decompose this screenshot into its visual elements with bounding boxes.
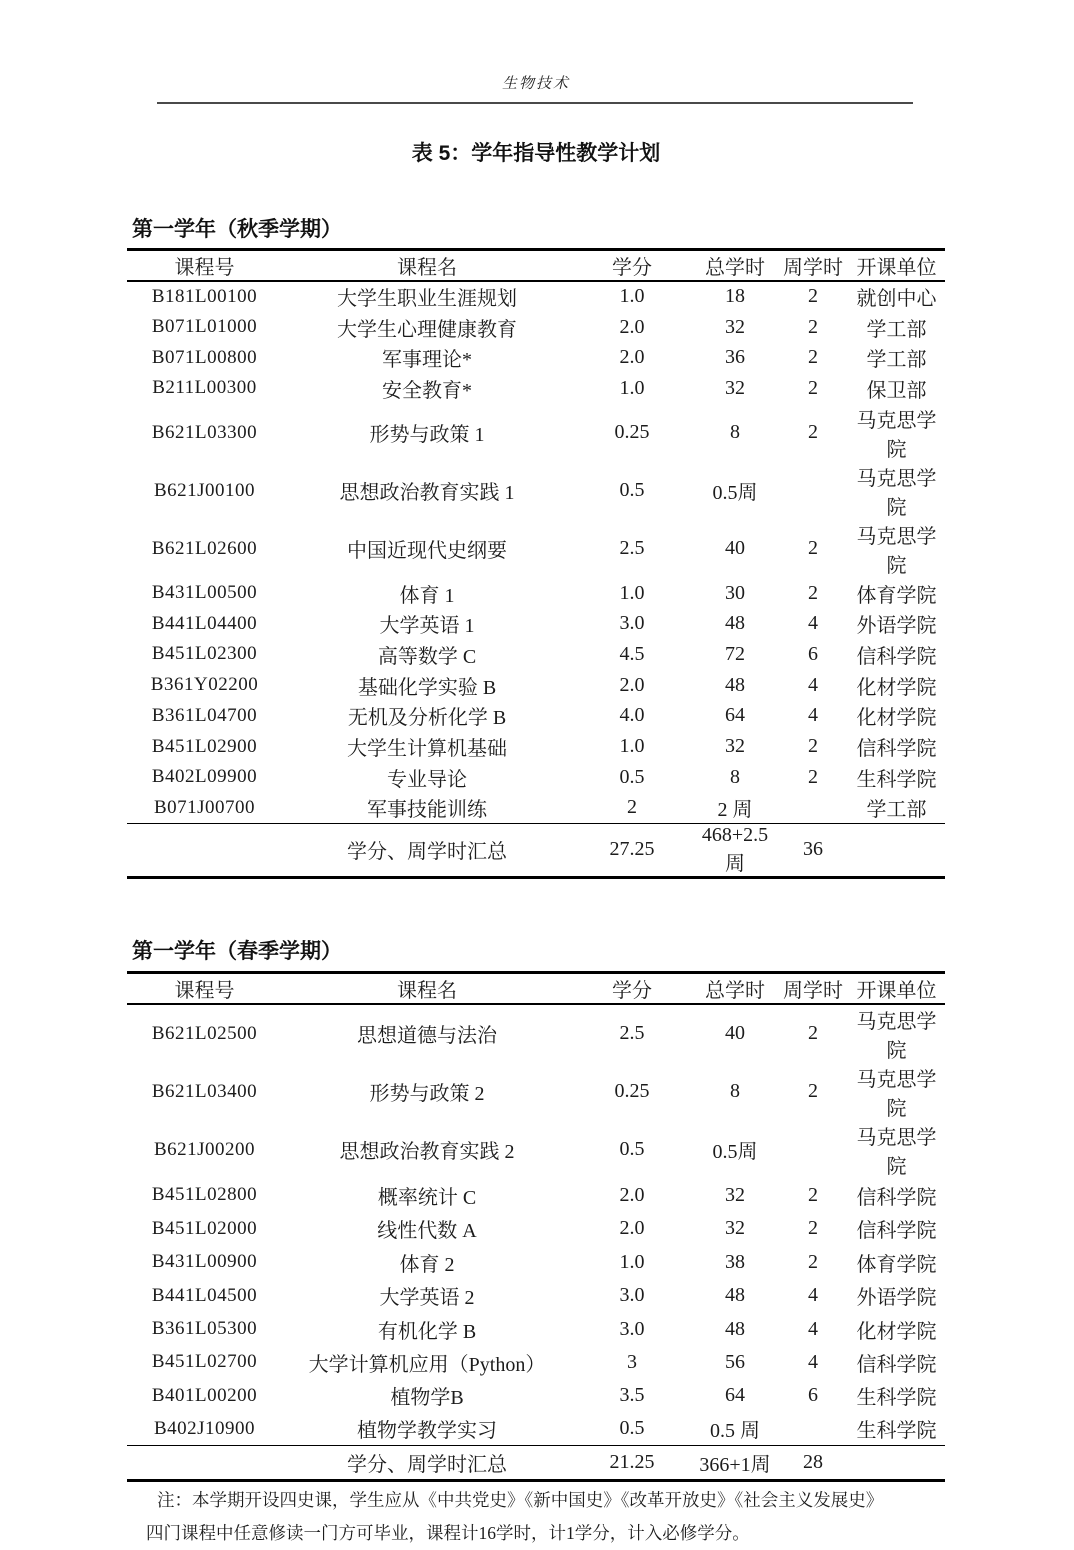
course-row xyxy=(127,312,945,343)
course-name-cell: 大学英语 2 xyxy=(379,1287,475,1310)
weekly-hours-cell: 2 xyxy=(808,346,818,369)
course-id-cell: B451L02300 xyxy=(151,643,258,665)
total-hours-cell: 40 xyxy=(725,537,745,560)
weekly-hours-cell: 2 xyxy=(808,1183,818,1206)
course-row xyxy=(127,1346,945,1379)
course-table-spring xyxy=(127,971,945,1483)
unit-cell: 学工部 xyxy=(866,799,927,822)
weekly-hours-cell: 2 xyxy=(808,285,818,308)
credits-cell: 4.0 xyxy=(619,704,645,727)
credits-cell: 2 xyxy=(627,796,637,819)
unit-cell: 外语学院 xyxy=(856,615,937,638)
weekly-hours-cell: 2 xyxy=(808,1217,818,1240)
course-row xyxy=(127,1312,945,1345)
course-row xyxy=(127,1279,945,1312)
footnote-line-2: 四门课程中任意修读一门方可毕业，课程计16学时，计1学分，计入必修学分。 xyxy=(146,1523,750,1544)
course-id-cell: B402L09900 xyxy=(151,766,258,788)
total-hours-cell: 8 xyxy=(730,1080,740,1103)
course-row xyxy=(127,462,945,520)
summary-unit-cell xyxy=(848,823,945,877)
weekly-hours-cell: 4 xyxy=(808,673,818,696)
unit-cell: 马克思学院 xyxy=(856,525,937,577)
total-hours-cell: 32 xyxy=(725,1217,745,1240)
section-heading-fall-semester: 第一学年（秋季学期） xyxy=(132,218,342,241)
total-hours-cell: 0.5周 xyxy=(712,1141,758,1164)
summary-row xyxy=(127,823,945,877)
course-row xyxy=(127,342,945,373)
course-name-cell: 专业导论 xyxy=(387,768,467,791)
column-header-course-id: 课程号 xyxy=(127,972,282,1004)
course-name-cell: 植物学教学实习 xyxy=(357,1420,497,1443)
unit-cell: 马克思学院 xyxy=(856,1126,937,1178)
course-name-cell: 线性代数 A xyxy=(377,1220,477,1243)
course-name-cell: 体育 2 xyxy=(399,1253,455,1276)
unit-cell: 体育学院 xyxy=(856,1253,937,1276)
credits-cell: 1.0 xyxy=(619,285,645,308)
summary-row xyxy=(127,1446,945,1481)
credits-cell: 3.0 xyxy=(619,1317,645,1340)
credits-cell: 3.0 xyxy=(619,1284,645,1307)
credits-cell: 2.0 xyxy=(619,346,645,369)
credits-cell: 2.0 xyxy=(619,673,645,696)
course-id-cell: B402J10900 xyxy=(153,1417,256,1439)
course-id-cell: B361L05300 xyxy=(151,1318,258,1339)
total-hours-cell: 40 xyxy=(725,1022,745,1045)
course-row xyxy=(127,1004,945,1063)
credits-cell: 0.5 xyxy=(619,765,645,788)
weekly-hours-cell: 6 xyxy=(808,642,818,665)
credits-cell: 0.5 xyxy=(619,1138,645,1161)
column-header-unit: 开课单位 xyxy=(848,250,945,282)
course-name-cell: 体育 1 xyxy=(399,584,455,607)
footnote-line-1: 注：本学期开设四史课，学生应从《中共党史》《新中国史》《改革开放史》《社会主义发展史》 xyxy=(157,1490,884,1511)
column-header-course-name: 课程名 xyxy=(282,972,572,1004)
course-name-cell: 大学生计算机基础 xyxy=(347,738,507,761)
unit-cell: 信科学院 xyxy=(856,1353,937,1376)
course-row xyxy=(127,670,945,701)
unit-cell: 生科学院 xyxy=(856,768,937,791)
course-name-cell: 植物学B xyxy=(390,1387,464,1410)
weekly-hours-cell: 4 xyxy=(808,612,818,635)
weekly-hours-cell: 4 xyxy=(808,1317,818,1340)
course-name-cell: 安全教育* xyxy=(382,379,472,402)
course-row xyxy=(127,1063,945,1121)
course-name-cell: 军事技能训练 xyxy=(367,799,487,822)
course-id-cell: B071J00700 xyxy=(153,796,256,818)
course-id-cell: B071L00800 xyxy=(151,346,258,368)
credits-cell: 1.0 xyxy=(619,1250,645,1273)
page-title: 表 5：学年指导性教学计划 xyxy=(411,142,661,165)
total-hours-cell: 48 xyxy=(725,673,745,696)
course-name-cell: 思想政治教育实践 2 xyxy=(339,1141,515,1164)
credits-cell: 2.0 xyxy=(619,1183,645,1206)
unit-cell: 信科学院 xyxy=(856,738,937,761)
course-row xyxy=(127,520,945,578)
unit-cell: 就创中心 xyxy=(856,288,937,311)
column-header-credits: 学分 xyxy=(572,972,692,1004)
course-id-cell: B361Y02200 xyxy=(150,674,259,696)
course-id-cell: B431L00500 xyxy=(151,582,258,604)
header-rule-divider xyxy=(157,102,913,104)
unit-cell: 生科学院 xyxy=(856,1420,937,1443)
course-id-cell: B211L00300 xyxy=(152,377,257,399)
unit-cell: 学工部 xyxy=(866,349,927,372)
course-id-cell: B621L02600 xyxy=(151,537,258,559)
course-id-cell: B431L00900 xyxy=(151,1251,258,1273)
credits-cell: 1.0 xyxy=(619,735,645,758)
unit-cell: 信科学院 xyxy=(856,1220,937,1243)
unit-cell: 信科学院 xyxy=(856,645,937,668)
total-hours-cell: 32 xyxy=(725,315,745,338)
summary-weekly-hours-cell: 28 xyxy=(778,1446,848,1481)
course-name-cell: 中国近现代史纲要 xyxy=(347,540,507,563)
unit-cell: 马克思学院 xyxy=(856,1068,937,1120)
weekly-hours-cell xyxy=(778,793,848,824)
unit-cell: 生科学院 xyxy=(856,1387,937,1410)
column-header-weekly-hours: 周学时 xyxy=(778,972,848,1004)
course-row xyxy=(127,404,945,462)
summary-credits-cell: 27.25 xyxy=(572,823,692,877)
weekly-hours-cell: 2 xyxy=(808,765,818,788)
course-row xyxy=(127,1379,945,1412)
course-name-cell: 思想政治教育实践 1 xyxy=(339,482,515,505)
total-hours-cell: 56 xyxy=(725,1350,745,1373)
summary-label-cell: 学分、周学时汇总 xyxy=(282,823,572,877)
credits-cell: 0.25 xyxy=(614,1080,650,1103)
summary-course-id-cell xyxy=(127,1446,282,1481)
weekly-hours-cell: 4 xyxy=(808,1350,818,1373)
weekly-hours-cell xyxy=(778,462,848,520)
course-id-cell: B441L04400 xyxy=(151,612,258,634)
course-name-cell: 形势与政策 1 xyxy=(369,424,485,447)
total-hours-cell: 36 xyxy=(725,346,745,369)
total-hours-cell: 64 xyxy=(725,704,745,727)
unit-cell: 马克思学院 xyxy=(856,467,937,519)
summary-unit-cell xyxy=(848,1446,945,1481)
total-hours-cell: 30 xyxy=(725,581,745,604)
running-header: 生物技术 xyxy=(501,74,570,92)
course-row xyxy=(127,1246,945,1279)
course-name-cell: 基础化学实验 B xyxy=(357,676,497,699)
course-row xyxy=(127,1212,945,1245)
course-name-cell: 军事理论* xyxy=(382,349,472,372)
course-id-cell: B451L02000 xyxy=(151,1217,258,1239)
course-name-cell: 大学生心理健康教育 xyxy=(337,318,517,341)
weekly-hours-cell: 2 xyxy=(808,421,818,444)
course-id-cell: B621L03400 xyxy=(151,1080,258,1102)
course-id-cell: B181L00100 xyxy=(151,285,258,307)
weekly-hours-cell: 2 xyxy=(808,1080,818,1103)
course-row xyxy=(127,731,945,762)
unit-cell: 化材学院 xyxy=(856,707,937,730)
credits-cell: 3 xyxy=(627,1350,637,1373)
total-hours-cell: 32 xyxy=(725,376,745,399)
total-hours-cell: 48 xyxy=(725,1284,745,1307)
credits-cell: 1.0 xyxy=(619,581,645,604)
column-header-total-hours: 总学时 xyxy=(692,972,778,1004)
summary-weekly-hours-cell: 36 xyxy=(778,823,848,877)
unit-cell: 马克思学院 xyxy=(856,1010,937,1062)
unit-cell: 保卫部 xyxy=(866,379,927,402)
weekly-hours-cell: 2 xyxy=(808,581,818,604)
total-hours-cell: 38 xyxy=(725,1250,745,1273)
unit-cell: 化材学院 xyxy=(856,1320,937,1343)
course-name-cell: 无机及分析化学 B xyxy=(347,707,507,730)
summary-total-hours-cell: 366+1周 xyxy=(692,1446,778,1481)
column-header-weekly-hours: 周学时 xyxy=(778,250,848,282)
total-hours-cell: 8 xyxy=(730,421,740,444)
column-header-unit: 开课单位 xyxy=(848,972,945,1004)
summary-course-id-cell xyxy=(127,823,282,877)
unit-cell: 马克思学院 xyxy=(856,409,937,461)
course-name-cell: 形势与政策 2 xyxy=(369,1083,485,1106)
total-hours-cell: 32 xyxy=(725,735,745,758)
total-hours-cell: 48 xyxy=(725,1317,745,1340)
weekly-hours-cell: 2 xyxy=(808,1022,818,1045)
credits-cell: 0.5 xyxy=(619,1417,645,1440)
total-hours-cell: 64 xyxy=(725,1384,745,1407)
course-name-cell: 大学英语 1 xyxy=(379,615,475,638)
section-heading-spring-semester: 第一学年（春季学期） xyxy=(132,939,342,963)
weekly-hours-cell: 2 xyxy=(808,735,818,758)
course-row xyxy=(127,1179,945,1212)
total-hours-cell: 32 xyxy=(725,1183,745,1206)
credits-cell: 2.5 xyxy=(619,537,645,560)
course-row xyxy=(127,701,945,732)
unit-cell: 化材学院 xyxy=(856,676,937,699)
course-name-cell: 有机化学 B xyxy=(377,1320,477,1343)
course-row xyxy=(127,762,945,793)
weekly-hours-cell: 2 xyxy=(808,376,818,399)
course-row xyxy=(127,281,945,312)
credits-cell: 0.5 xyxy=(619,479,645,502)
total-hours-cell: 2 周 xyxy=(717,799,753,822)
total-hours-cell: 48 xyxy=(725,612,745,635)
weekly-hours-cell: 2 xyxy=(808,315,818,338)
course-id-cell: B451L02800 xyxy=(151,1184,258,1206)
course-table-fall xyxy=(127,248,945,879)
total-hours-cell: 8 xyxy=(730,765,740,788)
course-id-cell: B621J00100 xyxy=(153,479,256,501)
weekly-hours-cell xyxy=(778,1121,848,1179)
column-header-total-hours: 总学时 xyxy=(692,250,778,282)
course-name-cell: 概率统计 C xyxy=(377,1186,477,1209)
course-name-cell: 高等数学 C xyxy=(377,645,477,668)
weekly-hours-cell xyxy=(778,1412,848,1445)
credits-cell: 4.5 xyxy=(619,642,645,665)
unit-cell: 学工部 xyxy=(866,318,927,341)
course-id-cell: B401L00200 xyxy=(151,1384,258,1406)
footnote xyxy=(127,1484,945,1550)
unit-cell: 体育学院 xyxy=(856,584,937,607)
course-name-cell: 大学生职业生涯规划 xyxy=(337,288,517,311)
column-header-course-id: 课程号 xyxy=(127,250,282,282)
course-id-cell: B621J00200 xyxy=(153,1138,256,1160)
credits-cell: 2.0 xyxy=(619,1217,645,1240)
course-id-cell: B621L02500 xyxy=(151,1022,258,1044)
course-row xyxy=(127,608,945,639)
weekly-hours-cell: 4 xyxy=(808,704,818,727)
course-id-cell: B451L02900 xyxy=(151,735,258,757)
credits-cell: 3.0 xyxy=(619,612,645,635)
column-header-course-name: 课程名 xyxy=(282,250,572,282)
summary-label-cell: 学分、周学时汇总 xyxy=(282,1446,572,1481)
credits-cell: 0.25 xyxy=(614,421,650,444)
course-row xyxy=(127,793,945,824)
table-header xyxy=(127,972,945,1004)
course-row xyxy=(127,639,945,670)
course-id-cell: B071L01000 xyxy=(151,316,258,338)
weekly-hours-cell: 2 xyxy=(808,537,818,560)
weekly-hours-cell: 4 xyxy=(808,1284,818,1307)
course-id-cell: B621L03300 xyxy=(151,421,258,443)
summary-credits-cell: 21.25 xyxy=(572,1446,692,1481)
credits-cell: 2.0 xyxy=(619,315,645,338)
course-row xyxy=(127,373,945,404)
course-id-cell: B451L02700 xyxy=(151,1351,258,1373)
course-name-cell: 思想道德与法治 xyxy=(357,1025,497,1048)
course-row xyxy=(127,1121,945,1179)
total-hours-cell: 18 xyxy=(725,285,745,308)
course-id-cell: B361L04700 xyxy=(151,704,258,726)
summary-total-hours-cell: 468+2.5 周 xyxy=(692,823,778,877)
total-hours-cell: 0.5 周 xyxy=(710,1420,760,1443)
weekly-hours-cell: 6 xyxy=(808,1384,818,1407)
credits-cell: 1.0 xyxy=(619,376,645,399)
course-row xyxy=(127,1412,945,1445)
total-hours-cell: 0.5周 xyxy=(712,482,758,505)
course-id-cell: B441L04500 xyxy=(151,1284,258,1306)
column-header-credits: 学分 xyxy=(572,250,692,282)
total-hours-cell: 72 xyxy=(725,642,745,665)
course-name-cell: 大学计算机应用（Python） xyxy=(308,1353,546,1376)
credits-cell: 3.5 xyxy=(619,1384,645,1407)
unit-cell: 信科学院 xyxy=(856,1186,937,1209)
course-row xyxy=(127,578,945,609)
table-header xyxy=(127,250,945,282)
credits-cell: 2.5 xyxy=(619,1022,645,1045)
weekly-hours-cell: 2 xyxy=(808,1250,818,1273)
unit-cell: 外语学院 xyxy=(856,1287,937,1310)
